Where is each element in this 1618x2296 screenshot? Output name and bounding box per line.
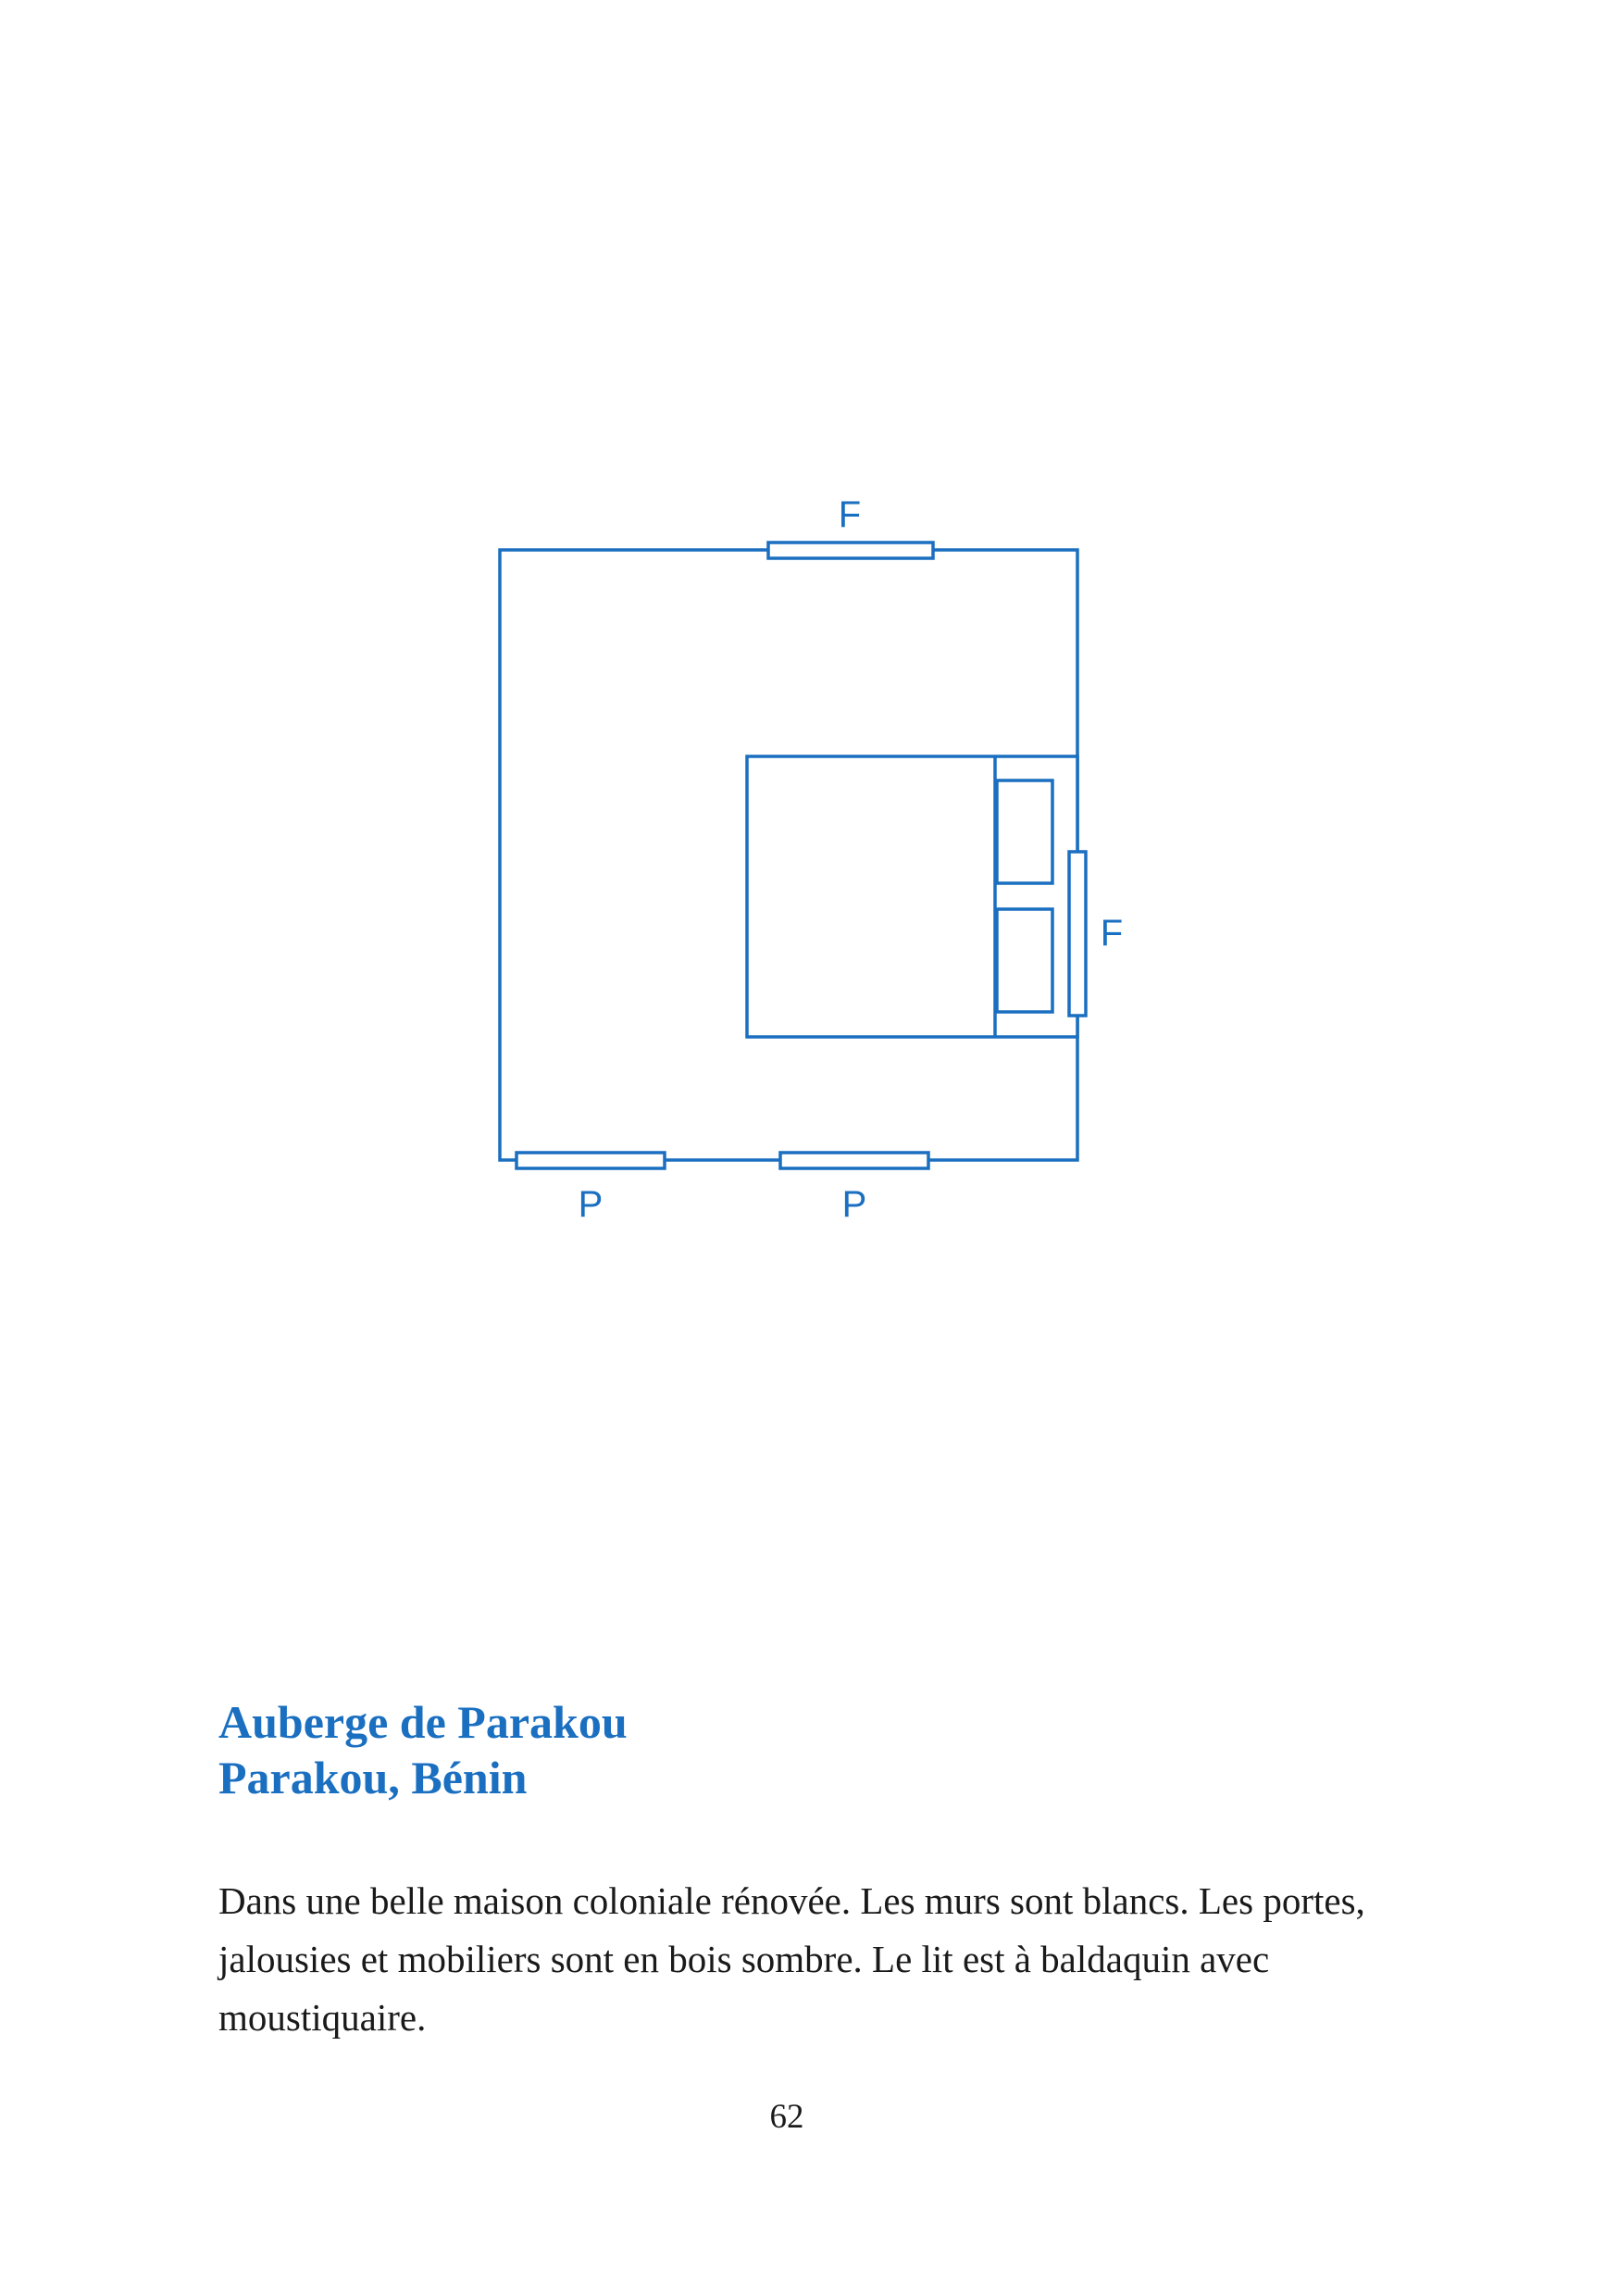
hotel-name: Auberge de Parakou: [218, 1696, 628, 1748]
hotel-location: Parakou, Bénin: [218, 1752, 528, 1803]
door-right: [780, 1153, 928, 1168]
label-window-top: F: [838, 494, 862, 535]
label-door-left: P: [578, 1184, 604, 1225]
page-number: 62: [769, 2098, 804, 2136]
label-window-right: F: [1100, 913, 1124, 954]
window-top: [768, 543, 933, 558]
room-description: Dans une belle maison coloniale rénovée. Les murs sont blancs. Les portes, jalousies et mobiliers sont en bois sombre. Le lit est à baldaquin avec moustiquaire.: [218, 1879, 1365, 2039]
door-left: [517, 1153, 665, 1168]
bed: [747, 756, 1077, 1037]
floor-plan-linework: [500, 543, 1086, 1168]
window-right: [1069, 852, 1086, 1016]
hotel-heading: [218, 1694, 628, 1805]
label-door-right: P: [841, 1184, 867, 1225]
